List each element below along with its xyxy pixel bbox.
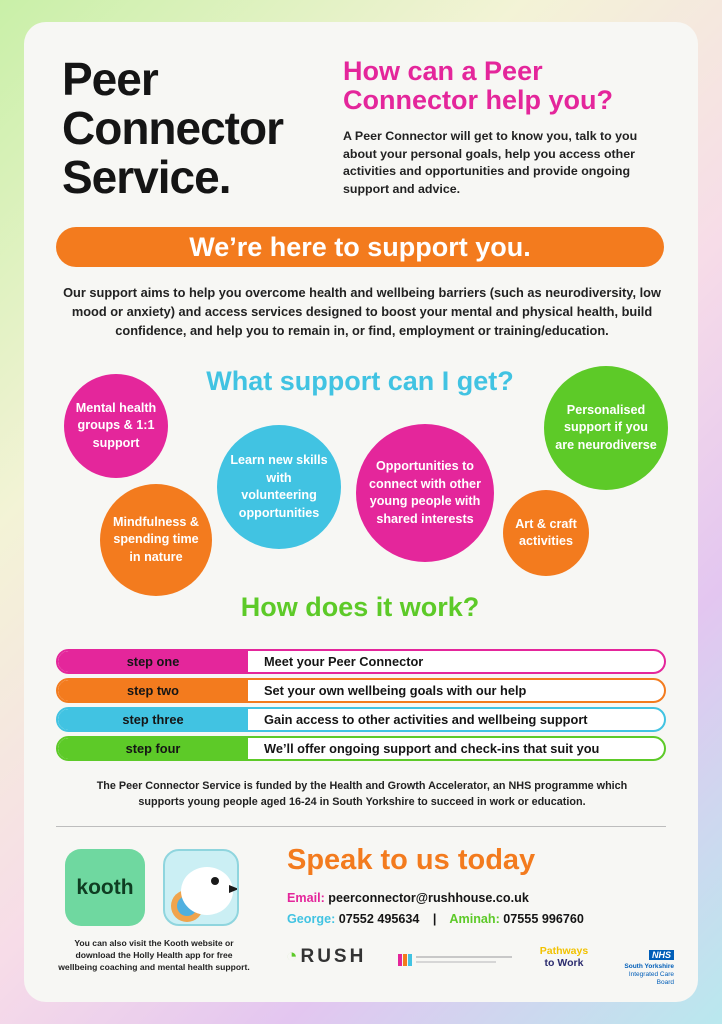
contact-heading: Speak to us today xyxy=(287,844,536,876)
holly-health-app-icon[interactable] xyxy=(163,849,239,926)
aminah-label: Aminah: xyxy=(449,912,500,926)
support-circle-neurodiverse: Personalised support if you are neurodiverse xyxy=(544,366,668,490)
funding-line: The Peer Connector Service is funded by the Health and Growth Accelerator, an NHS programme which xyxy=(96,780,628,792)
help-description: A Peer Connector will get to know you, talk to you about your personal goals, help you access other activities and opportunities and provide ongoing support and advice. xyxy=(343,129,638,196)
rush-logo-text: RUSH xyxy=(300,946,367,967)
help-heading-line: Connector help you? xyxy=(343,85,613,115)
page-title xyxy=(62,55,332,202)
how-heading: How does it work? xyxy=(240,592,480,622)
email-link[interactable]: peerconnector@rushhouse.co.uk xyxy=(328,891,529,905)
support-circle-art-craft: Art & craft activities xyxy=(503,490,589,576)
step-label: step three xyxy=(58,709,248,730)
nhs-logo xyxy=(612,945,674,987)
email-line xyxy=(287,891,529,905)
support-circle-mindfulness: Mindfulness & spending time in nature xyxy=(100,484,212,596)
apps-note: You can also visit the Kooth website or download the Holly Health app for free wellbeing coaching and mental health support. xyxy=(58,938,250,972)
intro-paragraph: Our support aims to help you overcome health and wellbeing barriers (such as neurodiversity, low mood or anxiety) and access services designed to boost your mental and physical health, build confidence, and help you to remain in, or find, employment or training/education. xyxy=(63,285,661,338)
phone-separator: | xyxy=(432,912,437,926)
pathways-line: Pathways xyxy=(539,945,589,957)
kooth-app-icon[interactable] xyxy=(65,849,145,926)
nhs-subtitle: South Yorkshire xyxy=(624,963,674,970)
email-label: Email: xyxy=(287,891,325,905)
support-circle-connect: Opportunities to connect with other young people with shared interests xyxy=(356,424,494,562)
george-label: George: xyxy=(287,912,336,926)
step-label: step two xyxy=(58,680,248,701)
title-line: Peer xyxy=(62,53,158,105)
help-heading xyxy=(343,57,673,115)
funding-note xyxy=(66,778,658,810)
step-label: step one xyxy=(58,651,248,672)
phone-line xyxy=(287,912,584,926)
nhs-subtitle: Integrated Care Board xyxy=(628,971,674,986)
title-line: Service. xyxy=(62,151,231,203)
support-heading: What support can I get? xyxy=(206,366,514,396)
funding-line: supports young people aged 16-24 in South Yorkshire to succeed in work or education. xyxy=(138,796,586,808)
pathways-to-work-logo xyxy=(532,945,596,969)
divider xyxy=(56,826,666,827)
support-banner: We’re here to support you. xyxy=(56,227,664,267)
step-description: Set your own wellbeing goals with our help xyxy=(264,683,527,698)
step-description: Meet your Peer Connector xyxy=(264,654,424,669)
partner-logo xyxy=(398,950,516,970)
pathways-line: to Work xyxy=(544,957,584,969)
step-description: We’ll offer ongoing support and check-ins that suit you xyxy=(264,741,600,756)
rush-logo xyxy=(286,946,376,970)
support-circle-mental-health: Mental health groups & 1:1 support xyxy=(64,374,168,478)
bird-icon xyxy=(165,851,239,926)
step-row xyxy=(56,736,666,761)
help-heading-line: How can a Peer xyxy=(343,56,543,86)
step-row xyxy=(56,678,666,703)
title-line: Connector xyxy=(62,102,283,154)
rush-mark-icon: ◔ xyxy=(286,946,301,967)
nhs-badge: NHS xyxy=(649,950,674,960)
support-circle-volunteering: Learn new skills with volunteering opportunities xyxy=(217,425,341,549)
step-row xyxy=(56,649,666,674)
step-description: Gain access to other activities and wellbeing support xyxy=(264,712,588,727)
george-phone[interactable]: 07552 495634 xyxy=(338,912,420,926)
aminah-phone[interactable]: 07555 996760 xyxy=(503,912,584,926)
kooth-logo: kooth xyxy=(76,875,134,899)
step-row xyxy=(56,707,666,732)
step-label: step four xyxy=(58,738,248,759)
